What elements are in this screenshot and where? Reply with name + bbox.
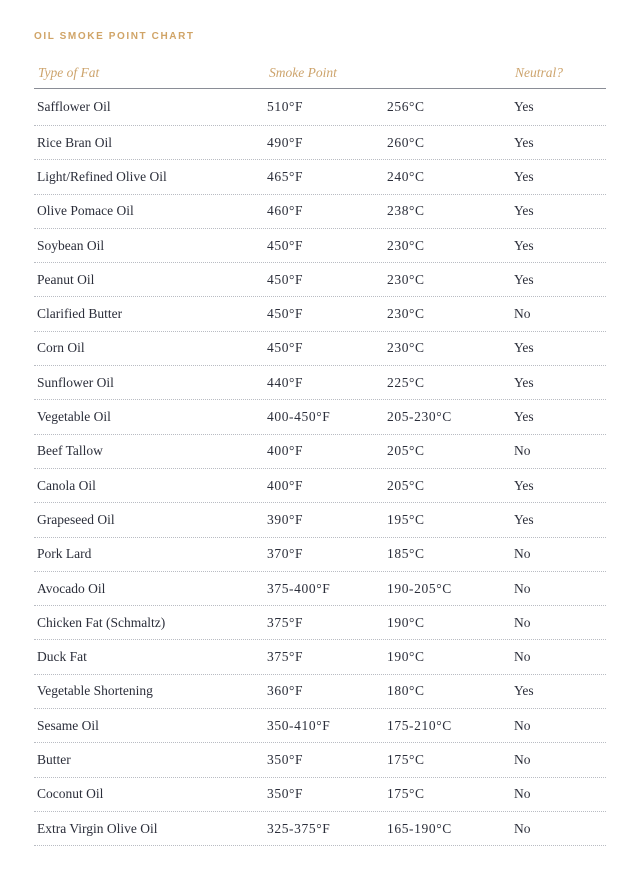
neutral-cell: Yes [514, 374, 534, 390]
fahrenheit-cell: 450°F [267, 340, 304, 356]
table-row [34, 743, 606, 777]
fat-name-cell: Coconut Oil [37, 786, 104, 802]
celsius-cell: 230°C [387, 340, 425, 356]
table-row [34, 332, 606, 366]
celsius-cell: 175-210°C [387, 717, 452, 733]
table-row [34, 606, 606, 640]
fat-name-cell: Chicken Fat (Schmaltz) [37, 614, 166, 630]
smoke-point-table [34, 56, 606, 846]
fat-name-cell: Canola Oil [37, 477, 96, 493]
fahrenheit-cell: 375°F [267, 649, 304, 665]
neutral-cell: Yes [514, 203, 534, 219]
fat-name-cell: Clarified Butter [37, 306, 123, 322]
table-row [34, 89, 606, 126]
neutral-cell: Yes [514, 134, 534, 150]
fat-name-cell: Light/Refined Olive Oil [37, 168, 167, 184]
fahrenheit-cell: 450°F [267, 237, 304, 253]
table-row [34, 675, 606, 709]
celsius-cell: 205°C [387, 443, 425, 459]
celsius-cell: 230°C [387, 237, 425, 253]
neutral-cell: No [514, 580, 531, 596]
fat-name-cell: Soybean Oil [37, 237, 105, 253]
neutral-cell: Yes [514, 477, 534, 493]
neutral-cell: Yes [514, 99, 534, 114]
fat-name-cell: Peanut Oil [37, 271, 95, 287]
celsius-cell: 180°C [387, 683, 425, 699]
celsius-cell: 190°C [387, 649, 425, 665]
table-row [34, 538, 606, 572]
fahrenheit-cell: 460°F [267, 203, 304, 219]
fat-name-cell: Sesame Oil [37, 717, 99, 733]
fahrenheit-cell: 400-450°F [267, 409, 331, 425]
neutral-cell: No [514, 820, 531, 836]
neutral-cell: Yes [514, 271, 534, 287]
fahrenheit-cell: 350°F [267, 751, 304, 767]
neutral-cell: No [514, 546, 531, 562]
fahrenheit-cell: 325-375°F [267, 820, 331, 836]
neutral-cell: Yes [514, 168, 534, 184]
celsius-cell: 165-190°C [387, 820, 452, 836]
neutral-cell: Yes [514, 340, 534, 356]
neutral-cell: Yes [514, 409, 534, 425]
fahrenheit-cell: 400°F [267, 477, 304, 493]
celsius-cell: 205°C [387, 477, 425, 493]
fat-name-cell: Vegetable Oil [37, 409, 111, 425]
table-row [34, 297, 606, 331]
fahrenheit-cell: 400°F [267, 443, 304, 459]
celsius-cell: 175°C [387, 751, 425, 767]
fahrenheit-cell: 450°F [267, 306, 304, 322]
fahrenheit-cell: 370°F [267, 546, 304, 562]
table-row [34, 400, 606, 434]
celsius-cell: 190-205°C [387, 580, 452, 596]
table-row [34, 503, 606, 537]
table-row [34, 572, 606, 606]
neutral-cell: Yes [514, 237, 534, 253]
fat-name-cell: Pork Lard [37, 546, 92, 562]
fat-name-cell: Rice Bran Oil [37, 134, 112, 150]
fahrenheit-cell: 465°F [267, 168, 304, 184]
table-row [34, 366, 606, 400]
fahrenheit-cell: 375-400°F [267, 580, 331, 596]
table-row [34, 640, 606, 674]
page-title: OIL SMOKE POINT CHART [34, 31, 195, 42]
fahrenheit-cell: 490°F [267, 134, 304, 150]
header-neutral: Neutral? [515, 65, 564, 80]
header-type-of-fat: Type of Fat [38, 65, 100, 80]
neutral-cell: No [514, 649, 531, 665]
fahrenheit-cell: 510°F [267, 99, 304, 114]
fat-name-cell: Butter [37, 751, 71, 767]
fat-name-cell: Olive Pomace Oil [37, 203, 134, 219]
celsius-cell: 225°C [387, 374, 425, 390]
fahrenheit-cell: 360°F [267, 683, 304, 699]
neutral-cell: Yes [514, 511, 534, 527]
table-row [34, 469, 606, 503]
fahrenheit-cell: 375°F [267, 614, 304, 630]
celsius-cell: 230°C [387, 271, 425, 287]
fahrenheit-cell: 440°F [267, 374, 304, 390]
celsius-cell: 185°C [387, 546, 425, 562]
table-row [34, 435, 606, 469]
celsius-cell: 190°C [387, 614, 425, 630]
celsius-cell: 256°C [387, 99, 425, 114]
neutral-cell: No [514, 443, 531, 459]
header-smoke-point: Smoke Point [269, 65, 337, 80]
table-row [34, 195, 606, 229]
fat-name-cell: Vegetable Shortening [37, 683, 153, 699]
neutral-cell: No [514, 306, 531, 322]
fat-name-cell: Extra Virgin Olive Oil [37, 820, 158, 836]
neutral-cell: No [514, 614, 531, 630]
fat-name-cell: Duck Fat [37, 649, 87, 665]
fahrenheit-cell: 390°F [267, 511, 304, 527]
table-body [34, 89, 606, 846]
neutral-cell: No [514, 717, 531, 733]
fat-name-cell: Safflower Oil [37, 99, 111, 114]
neutral-cell: No [514, 786, 531, 802]
fahrenheit-cell: 350-410°F [267, 717, 331, 733]
table-row [34, 778, 606, 812]
celsius-cell: 230°C [387, 306, 425, 322]
fat-name-cell: Corn Oil [37, 340, 85, 356]
celsius-cell: 240°C [387, 168, 425, 184]
table-row [34, 709, 606, 743]
table-row [34, 126, 606, 160]
fat-name-cell: Avocado Oil [37, 580, 106, 596]
fat-name-cell: Sunflower Oil [37, 374, 114, 390]
neutral-cell: No [514, 751, 531, 767]
fat-name-cell: Grapeseed Oil [37, 511, 115, 527]
table-row [34, 263, 606, 297]
celsius-cell: 205-230°C [387, 409, 452, 425]
fahrenheit-cell: 450°F [267, 271, 304, 287]
neutral-cell: Yes [514, 683, 534, 699]
fahrenheit-cell: 350°F [267, 786, 304, 802]
table-row [34, 812, 606, 846]
celsius-cell: 260°C [387, 134, 425, 150]
table-header [34, 56, 606, 89]
celsius-cell: 238°C [387, 203, 425, 219]
celsius-cell: 175°C [387, 786, 425, 802]
table-row [34, 160, 606, 194]
table-row [34, 229, 606, 263]
celsius-cell: 195°C [387, 511, 425, 527]
fat-name-cell: Beef Tallow [37, 443, 103, 459]
